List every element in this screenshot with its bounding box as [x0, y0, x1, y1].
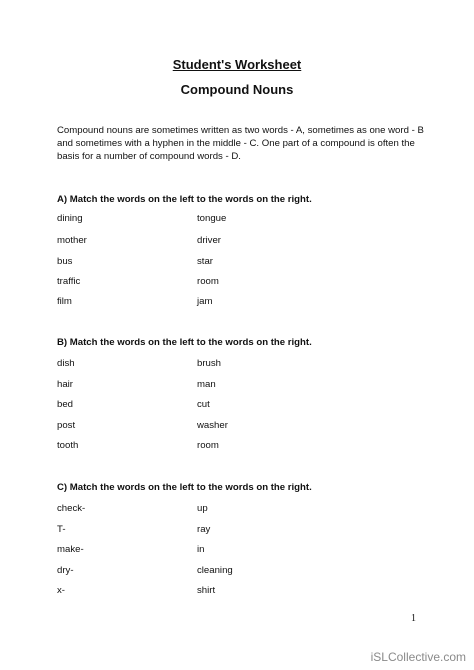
right-word: room	[197, 440, 219, 451]
section-a-row	[57, 296, 357, 308]
section-a-heading: A) Match the words on the left to the words on the right.	[57, 194, 312, 205]
section-c-row	[57, 585, 357, 597]
left-word: film	[57, 296, 72, 307]
section-b-row	[57, 420, 357, 432]
left-word: tooth	[57, 440, 79, 451]
left-word: bed	[57, 399, 74, 410]
left-word: post	[57, 420, 76, 431]
left-word: hair	[57, 379, 73, 390]
section-c-heading: C) Match the words on the left to the words on the right.	[57, 482, 312, 493]
right-word: up	[197, 503, 208, 514]
section-b-row	[57, 440, 357, 452]
intro-paragraph: Compound nouns are sometimes written as two words - A, sometimes as one word - B and sometimes with a hyphen in the middle - C. One part of a compound is often the basis for a number of compound words - D.	[57, 125, 424, 162]
left-word: mother	[57, 235, 87, 246]
right-word: tongue	[197, 213, 227, 224]
right-word: driver	[197, 235, 221, 246]
right-word: brush	[197, 358, 221, 369]
right-word: star	[197, 256, 213, 267]
section-c-row	[57, 565, 357, 577]
section-b-row	[57, 379, 357, 391]
page-number: 1	[411, 613, 416, 624]
right-word: ray	[197, 524, 211, 535]
left-word: make-	[57, 544, 84, 555]
left-word: traffic	[57, 276, 81, 287]
left-word: bus	[57, 256, 73, 267]
right-word: cleaning	[197, 565, 233, 576]
right-word: room	[197, 276, 219, 287]
right-word: jam	[197, 296, 213, 307]
section-c-row	[57, 524, 357, 536]
worksheet-title: Student's Worksheet	[172, 57, 302, 72]
right-word: shirt	[197, 585, 216, 596]
left-word: check-	[57, 503, 86, 514]
section-a-row	[57, 235, 357, 247]
left-word: dish	[57, 358, 75, 369]
left-word: dining	[57, 213, 83, 224]
left-word: T-	[57, 524, 66, 535]
right-word: washer	[197, 420, 228, 431]
left-word: dry-	[57, 565, 74, 576]
section-a-row	[57, 276, 357, 288]
right-word: in	[197, 544, 205, 555]
worksheet-subtitle: Compound Nouns	[180, 82, 294, 97]
right-word: man	[197, 379, 216, 390]
left-word: x-	[57, 585, 65, 596]
site-watermark: iSLCollective.com	[370, 650, 466, 664]
section-b-row	[57, 358, 357, 370]
section-c-row	[57, 503, 357, 515]
section-b-heading: B) Match the words on the left to the words on the right.	[57, 337, 312, 348]
section-a-row	[57, 213, 357, 225]
section-b-row	[57, 399, 357, 411]
section-c-row	[57, 544, 357, 556]
section-a-row	[57, 256, 357, 268]
right-word: cut	[197, 399, 210, 410]
